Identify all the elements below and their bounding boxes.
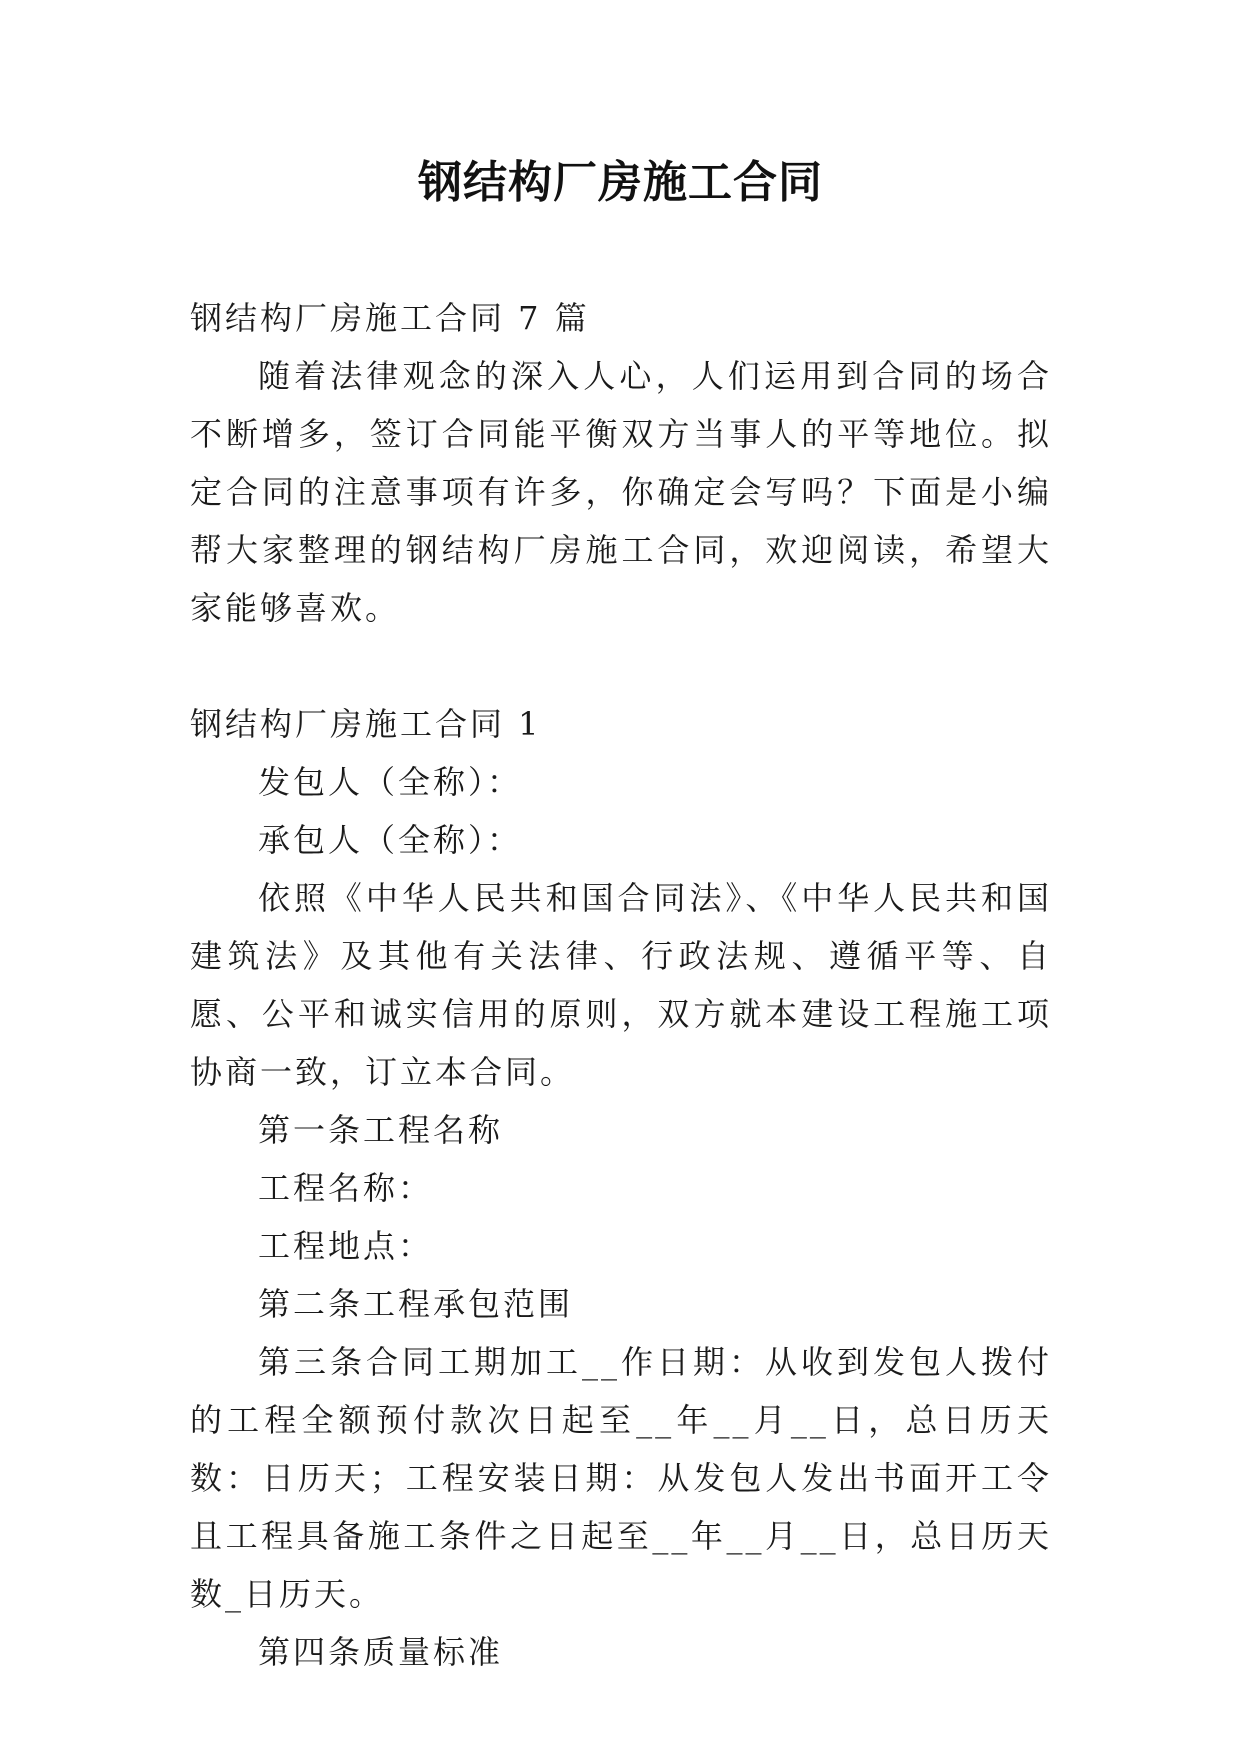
document-body <box>190 289 1052 1681</box>
article-3-paragraph: 第三条合同工期加工__作日期：从收到发包人拨付的工程全额预付款次日起至__年__月__日，总日历天数：日历天；工程安装日期：从发包人发出书面开工令且工程具备施工条件之日起至__年__月__日，总日历天数_日历天。 <box>190 1343 1052 1613</box>
section-heading: 钢结构厂房施工合同 1 <box>190 705 542 743</box>
contractor-line: 承包人（全称）： <box>258 821 523 859</box>
employer-line: 发包人（全称）： <box>258 763 523 801</box>
paragraph-gap <box>190 637 1052 695</box>
subtitle-line: 钢结构厂房施工合同 7 篇 <box>190 299 590 337</box>
article-1-heading: 第一条工程名称 <box>258 1111 504 1149</box>
intro-paragraph: 随着法律观念的深入人心，人们运用到合同的场合不断增多，签订合同能平衡双方当事人的平等地位。拟定合同的注意事项有许多，你确定会写吗？下面是小编帮大家整理的钢结构厂房施工合同，欢迎阅读，希望大家能够喜欢。 <box>190 357 1052 627</box>
article-4-heading: 第四条质量标准 <box>258 1633 504 1671</box>
legal-basis-paragraph: 依照《中华人民共和国合同法》、《中华人民共和国建筑法》及其他有关法律、行政法规、遵循平等、自愿、公平和诚实信用的原则，双方就本建设工程施工项协商一致，订立本合同。 <box>190 879 1052 1091</box>
project-name-line: 工程名称： <box>258 1169 434 1207</box>
document-title: 钢结构厂房施工合同 <box>418 157 823 208</box>
article-2-heading: 第二条工程承包范围 <box>258 1285 574 1323</box>
project-location-line: 工程地点： <box>258 1227 434 1265</box>
